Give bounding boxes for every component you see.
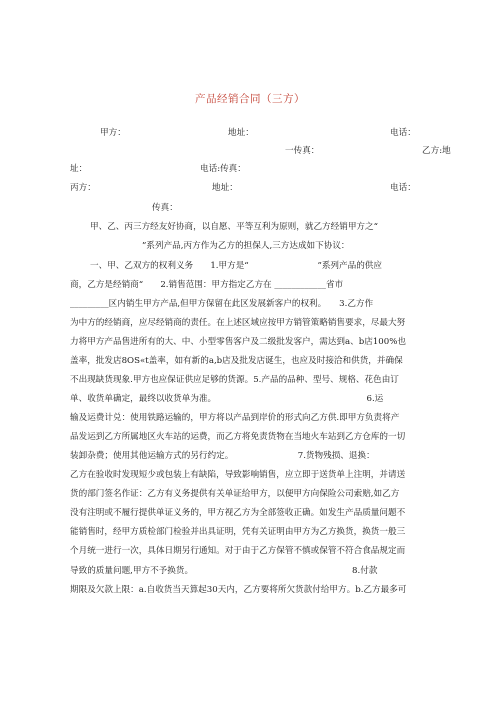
body-line-17: 能销售时，经甲方质检部门检验并出具证明，凭有关证明由甲方为乙方换货，换货一般三 [70, 527, 406, 537]
party-a-fax-label: 一传真： [285, 146, 320, 156]
party-c-phone-label: 电话： [390, 183, 416, 193]
body-line-18: 个月统一进行一次，具体日期另行通知。对于由于乙方保管不慎或保管不符合食品规定而 [70, 546, 406, 556]
party-row-3 [70, 164, 440, 175]
body-line-9: 不出现缺货现象.甲方也应保证供应足够的货源。5.产品的品种、型号、规格、花色由订 [70, 375, 399, 385]
body-line-1: 甲、乙、丙三方经友好协商，以自愿、平等互利为原则，就乙方经销甲方之“ [90, 222, 378, 232]
party-b-phone-fax-label: 电话:传真： [200, 164, 246, 174]
party-b-label: 乙方:地 [422, 146, 451, 156]
body-line-5: _________区内销生甲方产品,但甲方保留在此区发展新客户的权利。 3.乙方作 [70, 299, 374, 309]
party-c-fax-label: 传真： [152, 203, 178, 213]
party-row-4 [70, 183, 440, 194]
party-row-1 [70, 128, 440, 139]
party-row-2 [70, 146, 451, 157]
body-line-12: 品发运到乙方所属地区火车站的运费，而乙方将免责货物在当地火车站到乙方仓库的一切 [70, 432, 406, 442]
body-line-19: 导致的质量问题,甲方不予换货。 8.付款 [70, 566, 378, 576]
party-a-address-label: 地址： [228, 128, 254, 138]
party-row-5 [70, 203, 440, 214]
party-a-phone-label: 电话： [390, 128, 416, 138]
party-b-address-label: 址： [70, 164, 88, 174]
body-line-10: 单、收货单确定，最终以收货单为准。 6.运 [70, 394, 384, 404]
body-line-14: 乙方在验收时发现短少或包装上有缺陷，导致影响销售，应立即于送货单上注明，并请送 [70, 470, 406, 480]
body-line-6: 为中方的经销商，应尽经销商的责任。在上述区域应按甲方销管策略销售要求，尽最大努 [70, 318, 406, 328]
party-c-label: 丙方： [70, 183, 96, 193]
body-line-8: 盖率，批发店8OS«t盖率，如有新的a,b店及批发店诞生，也应及时接洽和供货，并确保 [70, 356, 403, 366]
body-line-20: 期限及欠款上限：a.自收货当天算起30天内，乙方要将所欠货款付给甲方。b.乙方最多可 [70, 585, 407, 595]
body-line-3: 一、甲、乙双方的权利义务 1.甲方是“ ”系列产品的供应 [90, 261, 382, 271]
party-a-label: 甲方： [100, 128, 126, 138]
document-title: 产品经销合同（三方） [195, 93, 305, 105]
body-line-15: 货的部门签名作证：乙方有义务提供有关单证给甲方，以便甲方向保险公司索赔,如乙方 [70, 489, 400, 499]
body-line-16: 没有注明或不履行提供单证义务的，甲方视乙方为全部签收正确。如发生产品质量问题不 [70, 508, 406, 518]
party-c-address-label: 地址： [212, 183, 238, 193]
body-line-13: 装卸杂费；使用其他运输方式的另行约定。 7.货物残损、退换： [70, 451, 375, 461]
body-line-11: 输及运费计兑：使用铁路运输的，甲方将以产品到岸价的形式向乙方供.即甲方负责将产 [70, 413, 400, 423]
body-line-4: 商，乙方是经销商“ 2.销售范围：甲方指定乙方在 ____________省市 [70, 280, 344, 290]
body-line-2: ”系列产品,丙方作为乙方的担保人,三方达成如下协议： [142, 241, 350, 251]
body-line-7: 力将甲方产品售进所有的大、中、小型零售客户及二级批发客户，需达到a、b店100%也 [70, 337, 406, 347]
